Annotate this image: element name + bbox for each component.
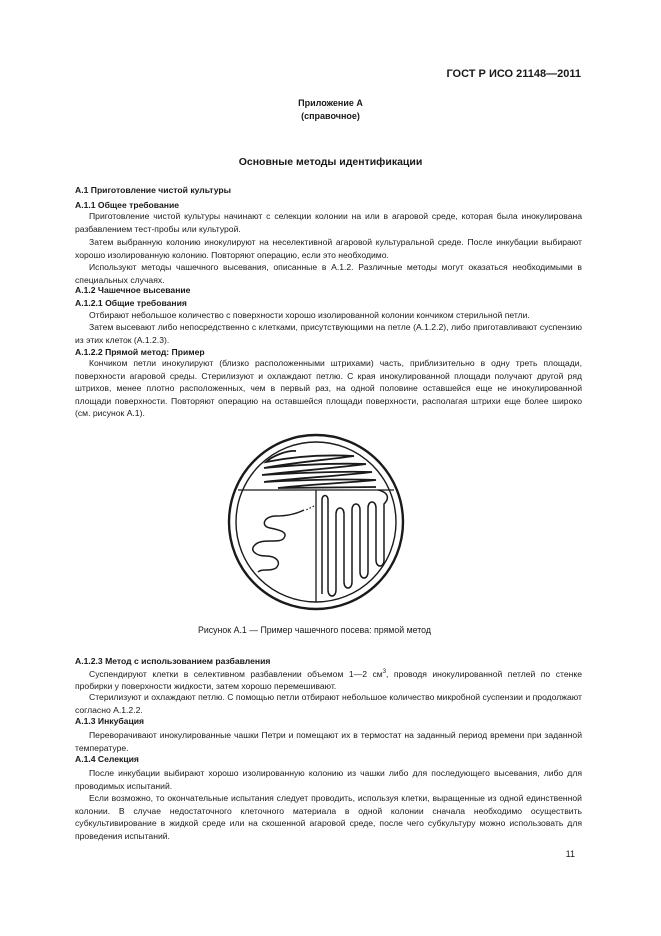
paragraph-a11-2: Затем выбранную колонию инокулируют на неселективной агаровой культуральной среде. После инкубации выбирают хорошо изолированную колонию. Повторяют операцию, если это необходимо.: [75, 237, 582, 260]
paragraph-a123-1: Суспендируют клетки в селективном разбавлении объемом 1—2 $см^3$, проводя инокулированной петлей по стенке пробирки у поверхности жидкости, затем хорошо перемешивают.: [75, 668, 582, 692]
paragraph-a121-1: Отбирают небольшое количество с поверхности хорошо изолированной колонии кончиком стерильной петли.: [89, 310, 530, 320]
petri-dish-figure: [226, 432, 406, 612]
section-a123-heading: А.1.2.3 Метод с использованием разбавления: [75, 656, 271, 666]
streak-zone-sparse: [253, 510, 304, 572]
document-header: ГОСТ Р ИСО 21148—2011: [446, 68, 581, 80]
section-a13-heading: А.1.3 Инкубация: [75, 716, 145, 726]
appendix-note: (справочное): [301, 111, 360, 121]
paragraph-a122: Кончиком петли инокулируют (близко расположенными штрихами) часть, приблизительно в одну треть площади, поверхности агаровой среды. Стерилизуют и охлаждают петлю. С края инокулированной площади получают другой ряд штрихов, менее плотно расположенных, чем в первый раз, на одной половине оставшейся еще не инокулированной площади поверхности. Повторяют операцию на оставшейся площади поверхности, располагая штрихи еще более широко (см. рисунок А.1).: [75, 358, 582, 418]
main-title: Основные методы идентификации: [238, 156, 423, 168]
section-a11-heading: А.1.1 Общее требование: [75, 200, 180, 210]
section-a1-heading: А.1 Приготовление чистой культуры: [75, 185, 231, 195]
paragraph-a11-3: Используют методы чашечного высевания, описанные в А.1.2. Различные методы могут оказаться необходимыми в специальных случаях.: [75, 262, 582, 285]
figure-caption: Рисунок А.1 — Пример чашечного посева: прямой метод: [197, 625, 432, 635]
paragraph-a11-1: Приготовление чистой культуры начинают с селекции колонии на или в агаровой среде, которая была инокулирована разбавлением тест-пробы или культурой.: [75, 211, 582, 234]
appendix-title: Приложение А: [298, 98, 363, 108]
paragraph-a13: Переворачивают инокулированные чашки Петри и помещают их в термостат на заданный период времени при заданной температуре.: [75, 730, 582, 753]
section-a121-heading: А.1.2.1 Общие требования: [75, 298, 187, 308]
section-a12-heading: А.1.2 Чашечное высевание: [75, 285, 191, 295]
paragraph-a123-2: Стерилизуют и охлаждают петлю. С помощью петли отбирают небольшое количество микробной суспензии и продолжают согласно А.1.2.2.: [75, 692, 582, 715]
section-a14-heading: А.1.4 Селекция: [75, 754, 139, 764]
page-number: 11: [565, 849, 575, 859]
streak-zone-medium: [322, 490, 387, 596]
paragraph-a14-1: После инкубации выбирают хорошо изолированную колонию из чашки либо для последующего высевания, либо для проводимых испытаний.: [75, 768, 582, 791]
paragraph-a121-2: Затем высевают либо непосредственно с клетками, присутствующими на петле (А.1.2.2), либо приготавливают суспензию из этих клеток (А.1.2.3).: [75, 322, 582, 345]
streak-zone-dense: [262, 451, 376, 488]
section-a122-heading: А.1.2.2 Прямой метод: Пример: [75, 347, 205, 357]
paragraph-a14-2: Если возможно, то окончательные испытания следует проводить, используя клетки, выращенные из одной единственной колонии. В случае недостаточного клеточного материала в одной колонии сначала необходимо осуществить субкультивирование в жидкой среде или на скошенной агаровой среде, после чего субкультуру можно использовать для проведения испытаний.: [75, 793, 582, 841]
streak-dotted-link: [306, 506, 314, 510]
